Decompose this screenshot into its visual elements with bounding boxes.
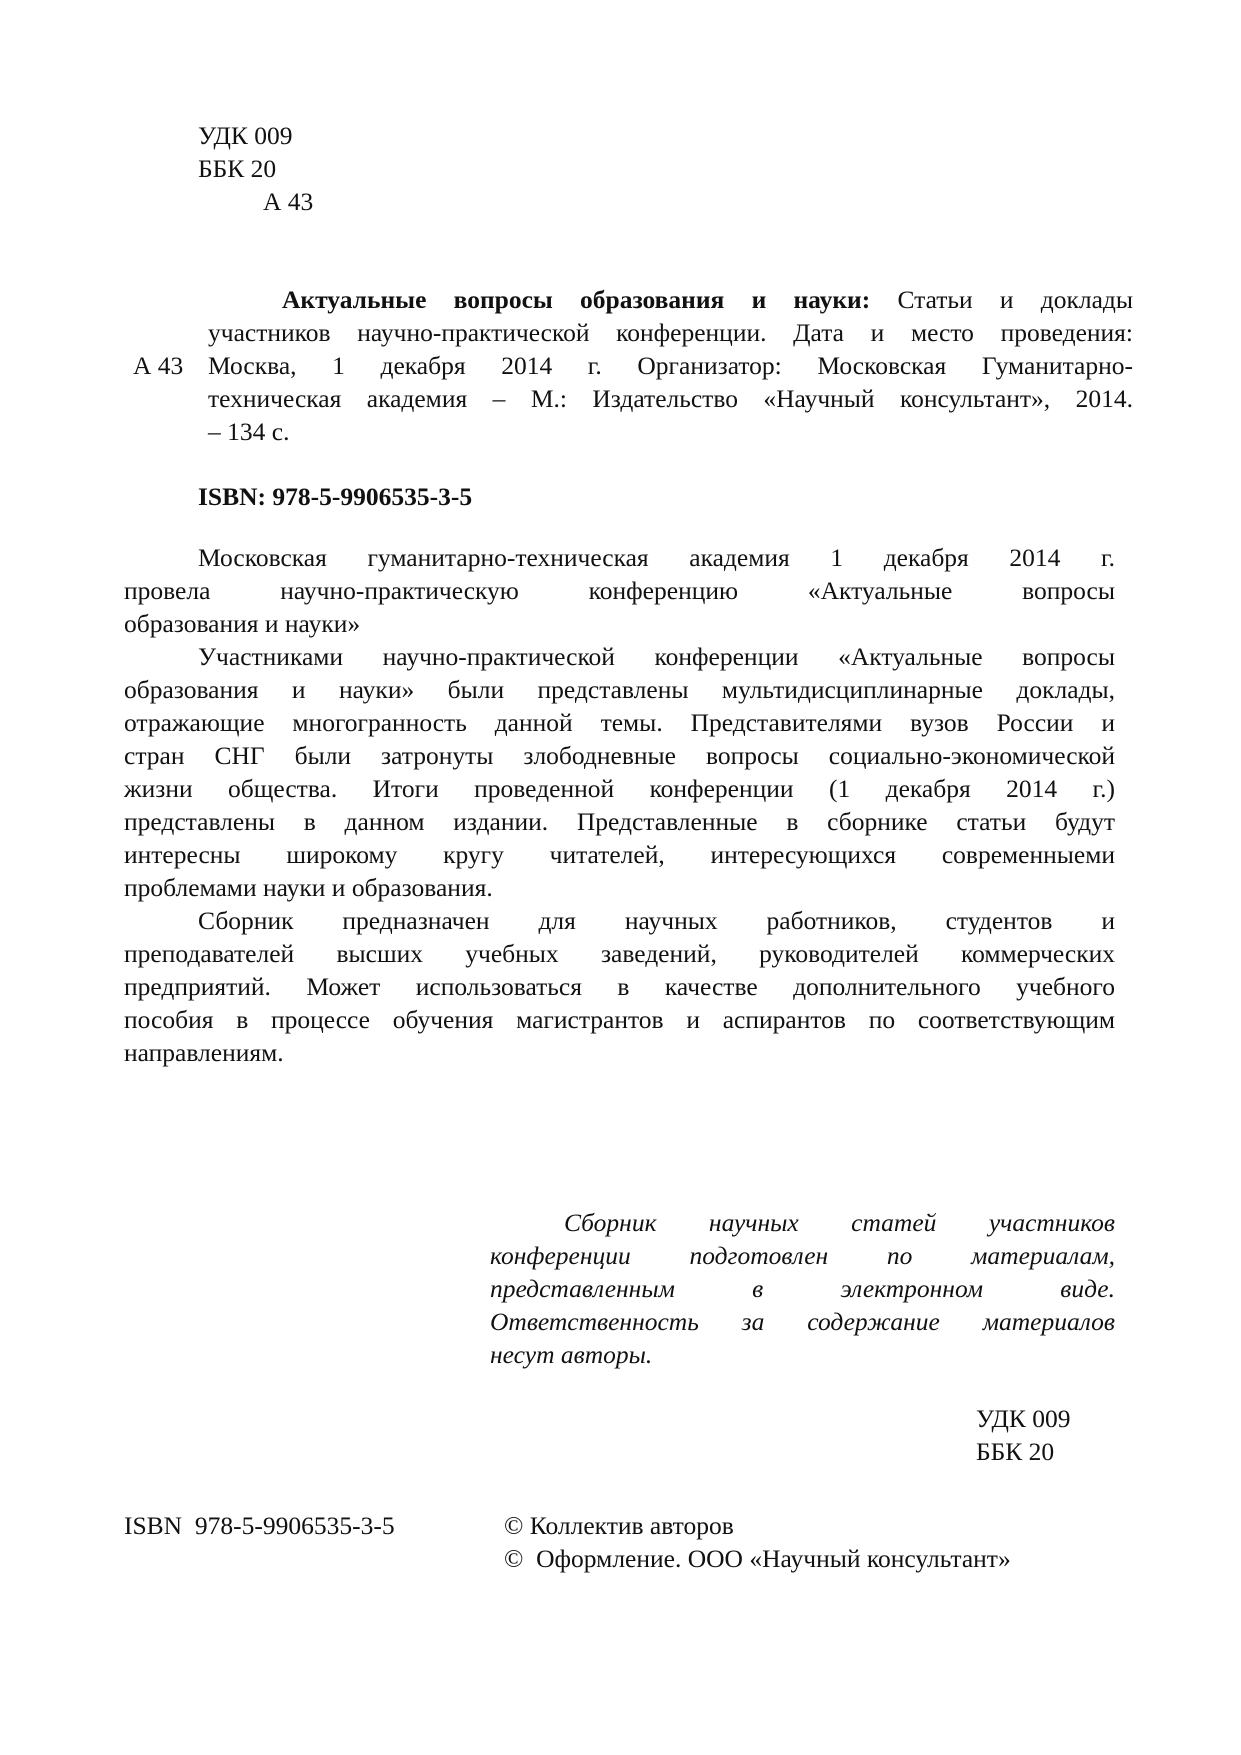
bib-line-1: [208, 283, 1133, 316]
abstract-p3-line: пособия в процессе обучения магистрантов и аспирантов по соответствующим: [124, 1005, 1115, 1034]
disclaimer: [490, 1206, 1115, 1371]
abstract-p2-line: интересны широкому кругу читателей, интересующихся современныеми: [124, 840, 1115, 869]
isbn-heading-text: ISBN: 978-5-9906535-3-5: [198, 482, 473, 511]
bottom-bbk: ББК 20: [976, 1437, 1055, 1466]
abstract-p2-line: образования и науки» были представлены мультидисциплинарные доклады,: [124, 675, 1115, 704]
author-mark: А 43: [263, 187, 314, 216]
abstract-p2-line: стран СНГ были затронуты злободневные вопросы социально-экономической: [124, 741, 1115, 770]
disclaimer-line: Сборник научных статей участников: [564, 1208, 1115, 1237]
bib-line-1-rest: Статьи и доклады: [897, 285, 1133, 314]
abstract-p1-line: образования и науки»: [124, 609, 361, 638]
disclaimer-line: Ответственность за содержание материалов: [490, 1307, 1115, 1336]
bbk-code: ББК 20: [198, 154, 277, 183]
abstract-p3-line: предприятий. Может использоваться в качестве дополнительного учебного: [124, 972, 1115, 1001]
abstract-p1-line: Московская гуманитарно-техническая академия 1 декабря 2014 г.: [198, 543, 1115, 572]
bib-line-4: техническая академия – М.: Издательство «Научный консультант», 2014.: [208, 384, 1133, 413]
footer-copyright: [504, 1509, 1011, 1575]
bottom-udk: УДК 009: [976, 1404, 1071, 1433]
abstract-p2-line: представлены в данном издании. Представленные в сборнике статьи будут: [124, 807, 1115, 836]
bib-title: Актуальные вопросы образования и науки:: [282, 285, 871, 314]
disclaimer-line: несут авторы.: [490, 1340, 653, 1369]
abstract: [124, 541, 1115, 1069]
abstract-p3-line: Сборник предназначен для научных работников, студентов и: [198, 906, 1115, 935]
abstract-p3-line: преподавателей высших учебных заведений, руководителей коммерческих: [124, 939, 1115, 968]
footer-isbn: ISBN 978-5-9906535-3-5: [124, 1511, 395, 1540]
udk-code: УДК 009: [198, 121, 293, 150]
disclaimer-line: конференции подготовлен по материалам,: [490, 1241, 1115, 1270]
abstract-p2-line: Участниками научно-практической конференции «Актуальные вопросы: [198, 642, 1115, 671]
bib-line-2: участников научно-практической конференции. Дата и место проведения:: [208, 318, 1133, 347]
abstract-p2-line: проблемами науки и образования.: [124, 873, 493, 902]
bottom-classification: [976, 1402, 1071, 1468]
bib-record: [208, 283, 1133, 448]
abstract-p2-line: жизни общества. Итоги проведенной конференции (1 декабря 2014 г.): [124, 774, 1115, 803]
bib-margin-mark: А 43: [133, 351, 184, 380]
bib-line-5: – 134 с.: [208, 417, 290, 446]
copyright-design: © Оформление. ООО «Научный консультант»: [504, 1544, 1011, 1573]
disclaimer-line: представленным в электронном виде.: [490, 1274, 1115, 1303]
copyright-authors: © Коллектив авторов: [504, 1511, 734, 1540]
isbn-heading: [198, 480, 472, 513]
classification-block: [198, 119, 313, 218]
abstract-p2-line: отражающие многогранность данной темы. Представителями вузов России и: [124, 708, 1115, 737]
abstract-p3-line: направлениям.: [124, 1038, 284, 1067]
abstract-p1-line: провела научно-практическую конференцию «Актуальные вопросы: [124, 576, 1115, 605]
bib-line-3: Москва, 1 декабря 2014 г. Организатор: Московская Гуманитарно-: [208, 351, 1133, 380]
